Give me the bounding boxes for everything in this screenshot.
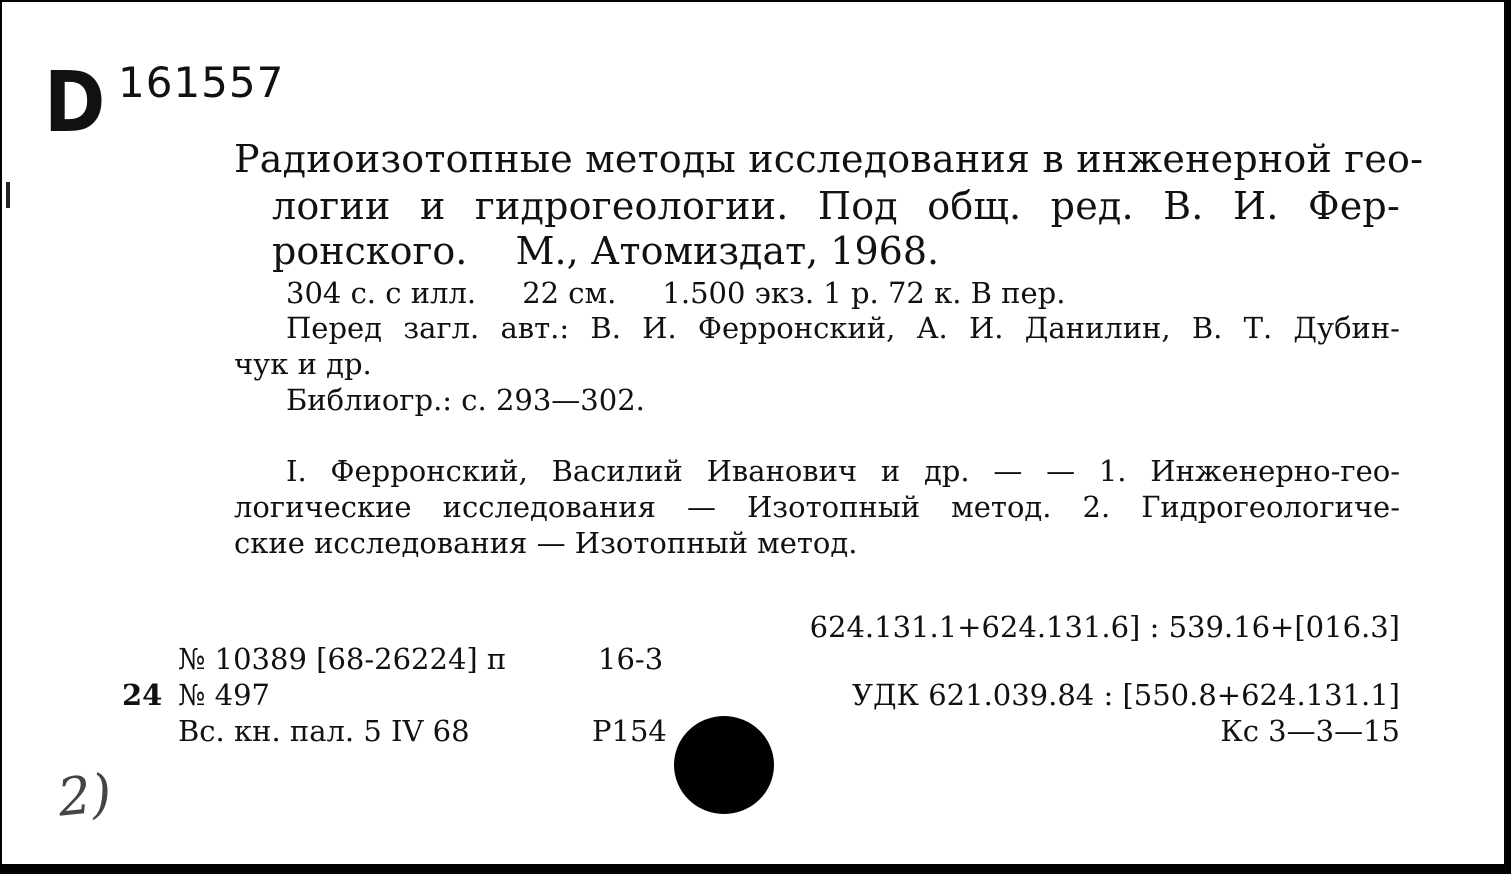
title-line-1: Радиоизотопные методы исследования в инженерной гео- — [234, 137, 1424, 181]
catalog-card — [2, 2, 1507, 868]
authors-line-2: чук и др. — [234, 347, 372, 381]
title-line-3: ронского. М., Атомиздат, 1968. — [272, 229, 940, 273]
title-line-2: логии и гидрогеологии. Под общ. ред. В. И. Фер- — [272, 184, 1400, 228]
registration-code-1: 16-3 — [598, 642, 664, 676]
udk-index: УДК 621.039.84 : [550.8+624.131.1] — [852, 678, 1400, 712]
registration-code-2: Р154 — [592, 714, 667, 748]
registration-number: № 10389 [68-26224] п — [178, 642, 507, 676]
punch-hole — [674, 716, 774, 814]
edge-mark — [6, 182, 10, 208]
subject-line-2: логические исследования — Изотопный метод. 2. Гидрогеологиче- — [234, 490, 1400, 524]
classification-line: 624.131.1+624.131.6] : 539.16+[016.3] — [809, 610, 1400, 644]
ks-index: Кс 3—3—15 — [1220, 714, 1400, 748]
bibliography: Библиогр.: с. 293—302. — [286, 383, 645, 417]
imprint: 304 с. с илл. 22 см. 1.500 экз. 1 р. 72 к. В пер. — [286, 276, 1066, 310]
call-number: 161557 — [118, 58, 285, 107]
handwritten-mark: 2) — [55, 763, 115, 829]
call-letter: D — [44, 53, 106, 151]
registration-number-2: № 497 — [178, 678, 271, 712]
authors-line-1: Перед загл. авт.: В. И. Ферронский, А. И. Данилин, В. Т. Дубин- — [286, 311, 1400, 345]
subject-line-1: I. Ферронский, Василий Иванович и др. — — 1. Инженерно-гео- — [286, 454, 1400, 488]
subject-line-3: ские исследования — Изотопный метод. — [234, 526, 858, 560]
book-chamber-line: Вс. кн. пал. 5 IV 68 — [178, 714, 470, 748]
card-count: 24 — [122, 678, 163, 712]
